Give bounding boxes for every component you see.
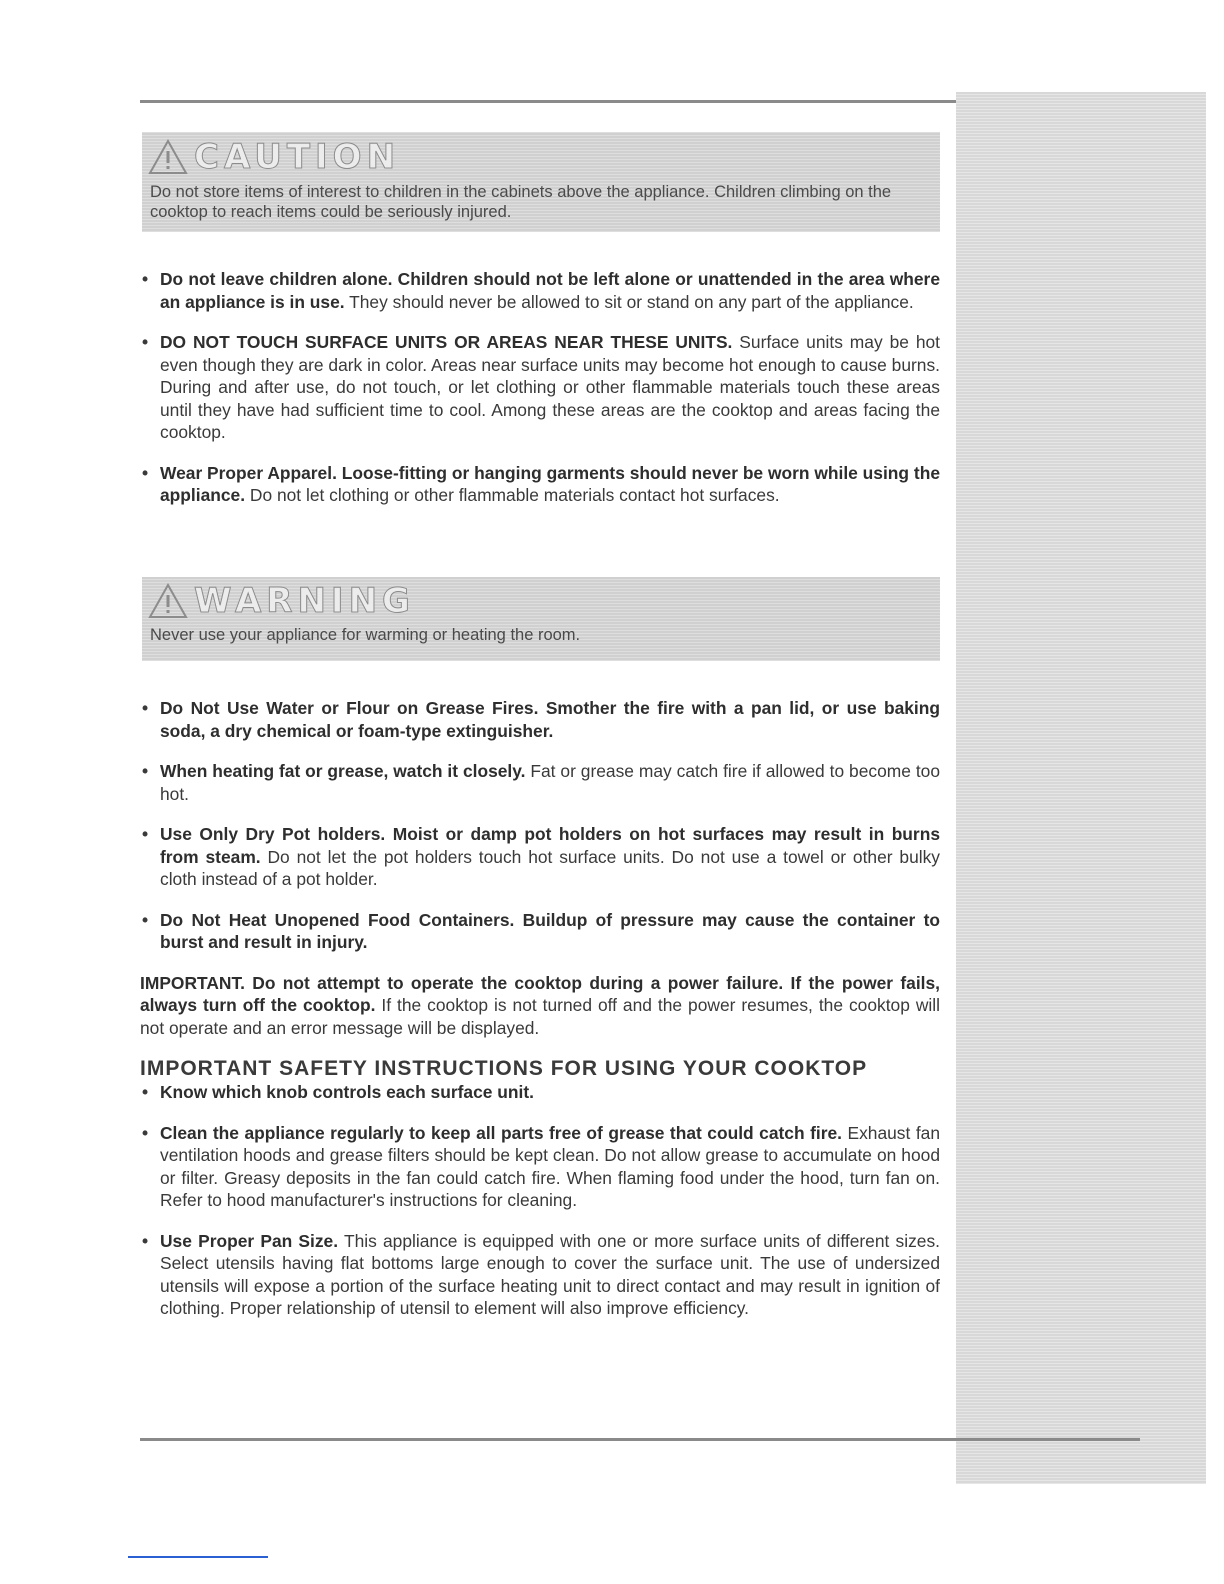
list-item: • Do Not Heat Unopened Food Containers. Buildup of pressure may cause the container to burst and result in injury. (142, 909, 940, 952)
bullet-dot: • (142, 761, 149, 781)
list-item: • Do not leave children alone. Children should not be left alone or unattended in the area where an appliance is in use. They should never be allowed to sit or stand on any part of the appliance. (142, 269, 940, 312)
bullet-dot: • (142, 1122, 149, 1143)
list-item: • Clean the appliance regularly to keep all parts free of grease that could catch fire. Exhaust fan ventilation hoods and grease filters should be kept clean. Do not allow grease to accumulate on hood or filter. Greasy deposits in the fan could catch fire. When flaming food under the hood, turn fan on. Refer to hood manufacturer's instructions for cleaning. (142, 1122, 940, 1210)
bottom-rule (140, 1438, 1140, 1441)
bullet-dot: • (142, 1082, 149, 1102)
warning-header (142, 577, 940, 625)
list-item: • Use Only Dry Pot holders. Moist or damp pot holders on hot surfaces may result in burns from steam. Do not let the pot holders touch hot surface units. Do not use a towel or other bulky cloth instead of a pot holder. (142, 824, 941, 889)
list-item: • When heating fat or grease, watch it closely. Fat or grease may catch fire if allowed to become too hot. (142, 761, 940, 804)
bullet-dot: • (142, 269, 149, 289)
caution-header (142, 132, 940, 182)
safety-instructions-heading: IMPORTANT SAFETY INSTRUCTIONS FOR USING YOUR COOKTOP (140, 1057, 868, 1080)
list-item: • Know which knob controls each surface unit. (142, 1082, 534, 1102)
list-item: • Do Not Use Water or Flour on Grease Fires. Smother the fire with a pan lid, or use baking soda, a dry chemical or foam-type extinguisher. (142, 698, 940, 741)
side-shading-band (956, 92, 1206, 1484)
warning-title: WARNING (194, 581, 415, 621)
warning-triangle-icon (148, 583, 188, 619)
bullet-dot: • (142, 824, 149, 844)
important-paragraph: IMPORTANT. Do not attempt to operate the cooktop during a power failure. If the power fails, always turn off the cooktop. If the cooktop is not turned off and the power resumes, the cooktop will not operate and an error message will be displayed. (140, 972, 940, 1038)
list-item: • Wear Proper Apparel. Loose-fitting or hanging garments should never be worn while using the appliance. Do not let clothing or other flammable materials contact hot surfaces. (142, 462, 940, 505)
footer-link-underline[interactable] (128, 1556, 268, 1558)
middle-bullet-list (140, 697, 940, 1320)
caution-notice (142, 132, 940, 232)
warning-notice (142, 577, 940, 661)
bullet-dot: • (142, 1230, 149, 1251)
bullet-dot: • (142, 909, 149, 930)
caution-title: CAUTION (194, 137, 401, 177)
bullet-dot: • (142, 462, 149, 483)
caution-text: Do not store items of interest to children in the cabinets above the appliance. Children climbing on the cooktop to reach items could be seriously injured. (150, 183, 892, 221)
top-bullet-list (140, 268, 940, 507)
bullet-dot: • (142, 332, 149, 352)
bullet-dot: • (142, 698, 149, 718)
warning-triangle-icon (148, 139, 188, 175)
warning-text: Never use your appliance for warming or heating the room. (150, 626, 581, 644)
list-item: • DO NOT TOUCH SURFACE UNITS OR AREAS NEAR THESE UNITS. Surface units may be hot even though they are dark in color. Areas near surface units may become hot enough to cause burns. During and after use, do not touch, or let clothing or other flammable materials touch these areas until they have had sufficient time to cool. Among these areas are the cooktop and areas facing the cooktop. (142, 332, 941, 442)
list-item: • Use Proper Pan Size. This appliance is equipped with one or more surface units of different sizes. Select utensils having flat bottoms large enough to cover the surface unit. The use of undersized utensils will expose a portion of the surface heating unit to direct contact and may result in ignition of clothing. Proper relationship of utensil to element will also improve efficiency. (142, 1230, 941, 1318)
